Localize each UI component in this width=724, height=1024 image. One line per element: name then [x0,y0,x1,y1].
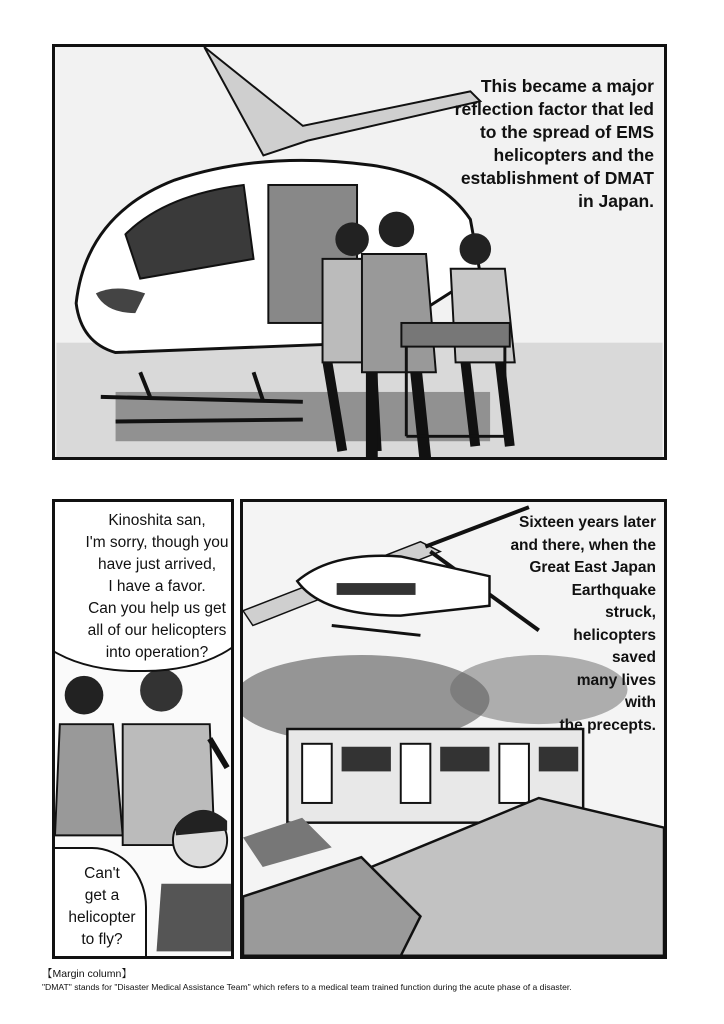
speech-bubble-request [52,499,234,672]
speech-text-request: Kinoshita san, I'm sorry, though you have just arrived, I have a favor. Can you help us get all of our helicopters into operation? [85,512,229,661]
margin-column-note: "DMAT" stands for "Disaster Medical Assistance Team" which refers to a medical team trained function during the acute phase of a disaster. [42,982,572,992]
narration-caption: This became a major reflection factor that led to the spread of EMS helicopters and the establishment of DMAT in Japan. [454,76,654,211]
narration-caption: Sixteen years later and there, when the Great East Japan Earthquake struck, helicopters saved many lives with the precepts. [510,514,656,734]
panel-helicopter-rescue [52,44,667,460]
margin-column-title: 【Margin column】 [42,968,132,980]
panel-conversation [52,499,234,959]
panel-disaster-scene [240,499,667,959]
speech-text-question: Can't get a helicopter to fly? [68,865,136,948]
speech-bubble-question [52,847,147,959]
